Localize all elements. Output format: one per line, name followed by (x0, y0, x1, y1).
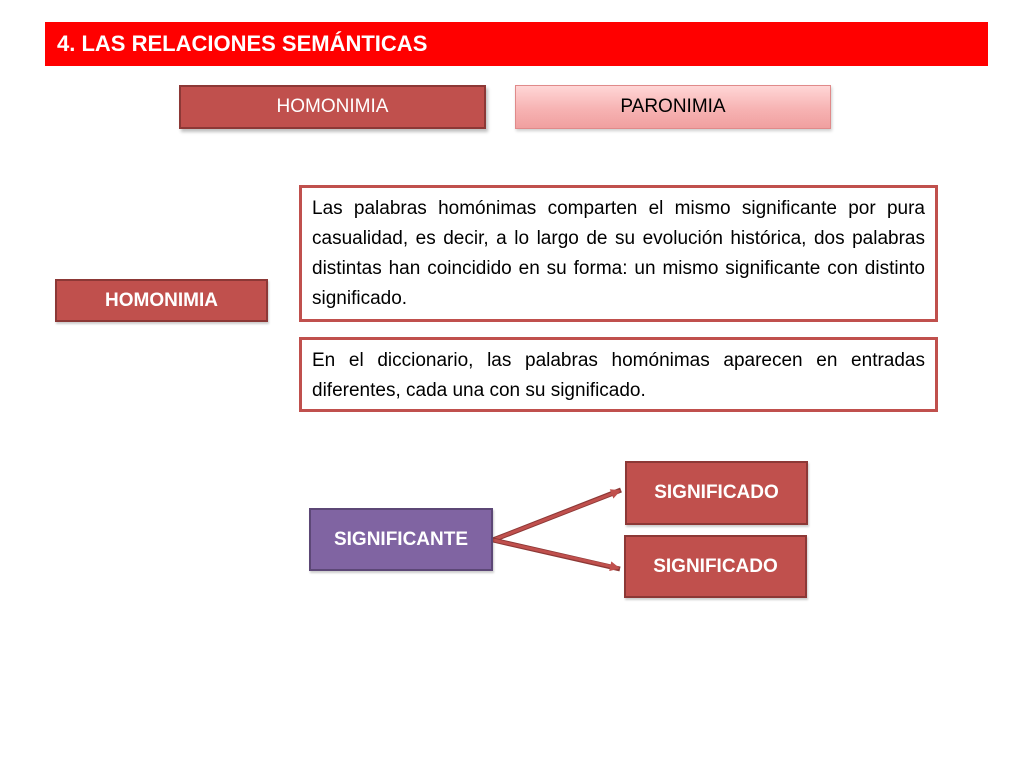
significado-box-1: SIGNIFICADO (625, 461, 808, 525)
tab-homonimia[interactable]: HOMONIMIA (179, 85, 486, 129)
arrow-to-significado-2 (493, 540, 620, 569)
significante-box: SIGNIFICANTE (309, 508, 493, 571)
tab-paronimia[interactable]: PARONIMIA (515, 85, 831, 129)
concept-label: HOMONIMIA (55, 279, 268, 322)
definition-box-1: Las palabras homónimas comparten el mismo significante por pura casualidad, es decir, a lo largo de su evolución histórica, dos palabras distintas han coincidido en su forma: un mismo significante con distinto significado. (299, 185, 938, 322)
significado-box-2: SIGNIFICADO (624, 535, 807, 598)
definition-box-2: En el diccionario, las palabras homónimas aparecen en entradas diferentes, cada una con su significado. (299, 337, 938, 412)
arrow-to-significado-1 (493, 490, 621, 540)
page-title: 4. LAS RELACIONES SEMÁNTICAS (45, 22, 988, 66)
